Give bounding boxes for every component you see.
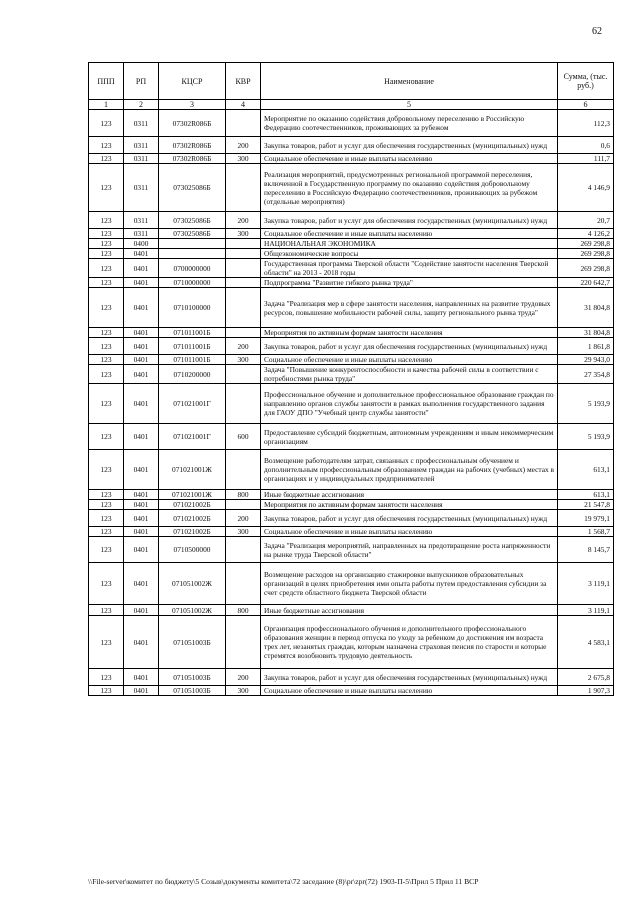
- column-number: 5: [261, 100, 558, 110]
- table-row: [89, 686, 614, 696]
- cell-sum: 31 804,8: [558, 328, 614, 338]
- table-row: [89, 500, 614, 510]
- cell-ppp: 123: [89, 110, 124, 137]
- cell-kvr: 300: [226, 355, 261, 365]
- cell-kcsr: [159, 249, 226, 259]
- cell-name: Предоставление субсидий бюджетным, автономным учреждениям и иным некоммерческим организациям: [261, 424, 558, 450]
- cell-rp: 0311: [124, 110, 159, 137]
- cell-kvr: [226, 278, 261, 288]
- cell-kvr: 300: [226, 229, 261, 239]
- cell-kvr: 200: [226, 137, 261, 154]
- cell-kcsr: 0710500000: [159, 537, 226, 563]
- cell-kcsr: 071021002Б: [159, 500, 226, 510]
- cell-kvr: 600: [226, 424, 261, 450]
- cell-ppp: 123: [89, 259, 124, 278]
- header-kvr: КВР: [226, 63, 261, 100]
- cell-ppp: 123: [89, 328, 124, 338]
- cell-rp: 0401: [124, 424, 159, 450]
- cell-sum: 220 642,7: [558, 278, 614, 288]
- cell-ppp: 123: [89, 137, 124, 154]
- cell-name: Социальное обеспечение и иные выплаты населению: [261, 686, 558, 696]
- cell-kvr: [226, 288, 261, 328]
- cell-sum: 2 675,8: [558, 669, 614, 686]
- header-rp: РП: [124, 63, 159, 100]
- cell-kvr: [226, 450, 261, 490]
- cell-kcsr: 0710000000: [159, 278, 226, 288]
- cell-sum: 31 804,8: [558, 288, 614, 328]
- cell-ppp: 123: [89, 365, 124, 384]
- cell-name: Задача "Реализация мер в сфере занятости населения, направленных на развитие трудовых ресурсов, повышение мобильности рабочей силы, защиту регионального рынка труда": [261, 288, 558, 328]
- cell-kcsr: 07302R086Б: [159, 137, 226, 154]
- table-row: [89, 527, 614, 537]
- cell-sum: 0,6: [558, 137, 614, 154]
- table-row: [89, 424, 614, 450]
- cell-ppp: 123: [89, 686, 124, 696]
- cell-rp: 0401: [124, 510, 159, 527]
- table-row: [89, 365, 614, 384]
- cell-name: Социальное обеспечение и иные выплаты населению: [261, 229, 558, 239]
- cell-name: Государственная программа Тверской области "Содействие занятости населения Тверской области" на 2013 - 2018 годы: [261, 259, 558, 278]
- cell-sum: 4 146,9: [558, 164, 614, 212]
- cell-name: Возмещение работодателям затрат, связанных с профессиональным обучением и дополнительным профессиональным образованием граждан на рабочих (учебных) местах в организациях и у индивидуальных предпринимателей: [261, 450, 558, 490]
- table-row: [89, 338, 614, 355]
- cell-kcsr: 073025086Б: [159, 229, 226, 239]
- cell-sum: 4 126,2: [558, 229, 614, 239]
- cell-kvr: 200: [226, 510, 261, 527]
- cell-sum: 3 119,1: [558, 605, 614, 616]
- header-name: Наименование: [261, 63, 558, 100]
- table-row: [89, 328, 614, 338]
- cell-kvr: [226, 563, 261, 605]
- cell-ppp: 123: [89, 669, 124, 686]
- cell-ppp: 123: [89, 229, 124, 239]
- cell-kcsr: 071051002Ж: [159, 605, 226, 616]
- cell-rp: 0401: [124, 259, 159, 278]
- table-row: [89, 510, 614, 527]
- cell-ppp: 123: [89, 490, 124, 500]
- table-row: [89, 537, 614, 563]
- cell-kcsr: 07302R086Б: [159, 154, 226, 164]
- cell-sum: 1 861,8: [558, 338, 614, 355]
- cell-sum: 269 298,8: [558, 249, 614, 259]
- cell-rp: 0401: [124, 450, 159, 490]
- cell-kcsr: 071021001Ж: [159, 450, 226, 490]
- cell-rp: 0401: [124, 355, 159, 365]
- cell-ppp: 123: [89, 338, 124, 355]
- cell-rp: 0401: [124, 669, 159, 686]
- cell-sum: 21 547,8: [558, 500, 614, 510]
- cell-name: Возмещение расходов на организацию стажировки выпускников образовательных организаций в целях приобретения ими опыта работы путем предоставления субсидии за счет средств областного бюджета Тверской области: [261, 563, 558, 605]
- table-row: [89, 288, 614, 328]
- cell-name: Мероприятие по оказанию содействия добровольному переселению в Российскую Федерацию соотечественников, проживающих за рубежом: [261, 110, 558, 137]
- cell-rp: 0401: [124, 605, 159, 616]
- cell-rp: 0401: [124, 563, 159, 605]
- cell-ppp: 123: [89, 239, 124, 249]
- cell-name: Социальное обеспечение и иные выплаты населению: [261, 154, 558, 164]
- page-number: 62: [592, 26, 602, 37]
- cell-name: Профессиональное обучение и дополнительное профессиональное образование граждан по направлению органов службы занятости в рамках выполнения государственного задания для ГАОУ ДПО "Учебный центр службы занятости": [261, 384, 558, 424]
- cell-rp: 0401: [124, 686, 159, 696]
- cell-sum: 613,1: [558, 490, 614, 500]
- cell-sum: 19 979,1: [558, 510, 614, 527]
- cell-rp: 0311: [124, 229, 159, 239]
- cell-rp: 0311: [124, 154, 159, 164]
- header-kcsr: КЦСР: [159, 63, 226, 100]
- cell-rp: 0401: [124, 249, 159, 259]
- cell-sum: 20,7: [558, 212, 614, 229]
- cell-kvr: [226, 537, 261, 563]
- cell-rp: 0311: [124, 164, 159, 212]
- cell-ppp: 123: [89, 154, 124, 164]
- column-number: 3: [159, 100, 226, 110]
- cell-kvr: [226, 239, 261, 249]
- table-row: [89, 259, 614, 278]
- cell-sum: 4 583,1: [558, 616, 614, 669]
- cell-kvr: 800: [226, 605, 261, 616]
- table-row: [89, 616, 614, 669]
- cell-rp: 0401: [124, 338, 159, 355]
- cell-ppp: 123: [89, 355, 124, 365]
- cell-kcsr: 071021002Б: [159, 527, 226, 537]
- table-row: [89, 229, 614, 239]
- table-row: [89, 355, 614, 365]
- cell-name: Мероприятия по активным формам занятости населения: [261, 328, 558, 338]
- cell-rp: 0401: [124, 365, 159, 384]
- cell-rp: 0401: [124, 278, 159, 288]
- table-row: [89, 212, 614, 229]
- cell-ppp: 123: [89, 616, 124, 669]
- cell-name: Реализация мероприятий, предусмотренных региональной программой переселения, включенной в Государственную программу по оказанию содействия добровольному переселению в Российскую Федерацию соотечественников, проживающих за рубежом (отдельные мероприятия): [261, 164, 558, 212]
- cell-kvr: [226, 259, 261, 278]
- cell-name: Мероприятия по активным формам занятости населения: [261, 500, 558, 510]
- cell-rp: 0401: [124, 527, 159, 537]
- cell-kcsr: 071051003Б: [159, 616, 226, 669]
- table-row: [89, 110, 614, 137]
- cell-ppp: 123: [89, 537, 124, 563]
- cell-kcsr: 07302R086Б: [159, 110, 226, 137]
- table-row: [89, 137, 614, 154]
- table-row: [89, 154, 614, 164]
- cell-kvr: 300: [226, 527, 261, 537]
- cell-sum: 1 568,7: [558, 527, 614, 537]
- cell-ppp: 123: [89, 288, 124, 328]
- column-number: 2: [124, 100, 159, 110]
- cell-sum: 29 943,0: [558, 355, 614, 365]
- cell-rp: 0311: [124, 212, 159, 229]
- cell-sum: 5 193,9: [558, 424, 614, 450]
- cell-kvr: [226, 365, 261, 384]
- cell-name: Иные бюджетные ассигнования: [261, 605, 558, 616]
- cell-name: НАЦИОНАЛЬНАЯ ЭКОНОМИКА: [261, 239, 558, 249]
- cell-ppp: 123: [89, 605, 124, 616]
- header-ppp: ППП: [89, 63, 124, 100]
- cell-ppp: 123: [89, 278, 124, 288]
- cell-name: Задача "Реализация мероприятий, направленных на предотвращение роста напряженности на рынке труда Тверской области": [261, 537, 558, 563]
- cell-ppp: 123: [89, 500, 124, 510]
- cell-kvr: [226, 500, 261, 510]
- footer-file-path: \\File-server\комитет по бюджету\5 Созыв\документы комитета\72 заседание (8)\pr\zpr(72) 1903-П-5\Прил 5 Прил 11 ВСР: [88, 877, 479, 886]
- cell-name: Задача "Повышение конкурентоспособности и качества рабочей силы в соответствии с потребностями рынка труда": [261, 365, 558, 384]
- cell-kcsr: 0710200000: [159, 365, 226, 384]
- table-row: [89, 450, 614, 490]
- cell-kvr: 200: [226, 669, 261, 686]
- cell-name: Подпрограмма "Развитие гибкого рынка труда": [261, 278, 558, 288]
- cell-sum: 27 354,8: [558, 365, 614, 384]
- cell-name: Закупка товаров, работ и услуг для обеспечения государственных (муниципальных) нужд: [261, 338, 558, 355]
- table-row: [89, 384, 614, 424]
- column-number: 6: [558, 100, 614, 110]
- cell-name: Иные бюджетные ассигнования: [261, 490, 558, 500]
- cell-name: Общеэкономические вопросы: [261, 249, 558, 259]
- cell-rp: 0400: [124, 239, 159, 249]
- cell-ppp: 123: [89, 510, 124, 527]
- cell-name: Закупка товаров, работ и услуг для обеспечения государственных (муниципальных) нужд: [261, 137, 558, 154]
- cell-kvr: 300: [226, 686, 261, 696]
- cell-rp: 0401: [124, 490, 159, 500]
- table-row: [89, 278, 614, 288]
- cell-kcsr: 071021001Г: [159, 424, 226, 450]
- cell-kvr: [226, 164, 261, 212]
- cell-rp: 0401: [124, 537, 159, 563]
- cell-rp: 0401: [124, 288, 159, 328]
- cell-name: Закупка товаров, работ и услуг для обеспечения государственных (муниципальных) нужд: [261, 212, 558, 229]
- cell-ppp: 123: [89, 450, 124, 490]
- cell-kcsr: 0710100000: [159, 288, 226, 328]
- cell-ppp: 123: [89, 527, 124, 537]
- cell-rp: 0401: [124, 384, 159, 424]
- cell-ppp: 123: [89, 384, 124, 424]
- cell-name: Закупка товаров, работ и услуг для обеспечения государственных (муниципальных) нужд: [261, 669, 558, 686]
- table-row: [89, 490, 614, 500]
- table-row: [89, 605, 614, 616]
- cell-sum: 112,3: [558, 110, 614, 137]
- table-row: [89, 669, 614, 686]
- table-row: [89, 249, 614, 259]
- cell-kcsr: 073025086Б: [159, 212, 226, 229]
- table-row: [89, 239, 614, 249]
- cell-sum: 8 145,7: [558, 537, 614, 563]
- cell-rp: 0401: [124, 328, 159, 338]
- cell-kcsr: 071051002Ж: [159, 563, 226, 605]
- cell-kvr: [226, 384, 261, 424]
- cell-sum: 111,7: [558, 154, 614, 164]
- cell-kvr: [226, 616, 261, 669]
- cell-ppp: 123: [89, 249, 124, 259]
- cell-rp: 0401: [124, 616, 159, 669]
- cell-kcsr: 0700000000: [159, 259, 226, 278]
- cell-kcsr: 071011001Б: [159, 328, 226, 338]
- cell-name: Закупка товаров, работ и услуг для обеспечения государственных (муниципальных) нужд: [261, 510, 558, 527]
- cell-kvr: 200: [226, 212, 261, 229]
- cell-kcsr: 071051003Б: [159, 669, 226, 686]
- cell-kvr: [226, 328, 261, 338]
- cell-ppp: 123: [89, 212, 124, 229]
- cell-sum: 269 298,8: [558, 259, 614, 278]
- cell-kvr: 300: [226, 154, 261, 164]
- cell-name: Социальное обеспечение и иные выплаты населению: [261, 355, 558, 365]
- table-body: [89, 110, 614, 696]
- cell-rp: 0311: [124, 137, 159, 154]
- header-sum: Сумма, (тыс. руб.): [558, 63, 614, 100]
- cell-sum: 269 298,8: [558, 239, 614, 249]
- cell-sum: 5 193,9: [558, 384, 614, 424]
- cell-kcsr: 071011001Б: [159, 355, 226, 365]
- cell-kcsr: 071021001Ж: [159, 490, 226, 500]
- column-number-row: [89, 100, 614, 110]
- budget-table: [88, 62, 614, 696]
- cell-kcsr: 071021002Б: [159, 510, 226, 527]
- cell-name: Социальное обеспечение и иные выплаты населению: [261, 527, 558, 537]
- cell-sum: 613,1: [558, 450, 614, 490]
- table-row: [89, 563, 614, 605]
- cell-ppp: 123: [89, 164, 124, 212]
- cell-rp: 0401: [124, 500, 159, 510]
- cell-ppp: 123: [89, 424, 124, 450]
- cell-sum: 3 119,1: [558, 563, 614, 605]
- cell-name: Организация профессионального обучения и дополнительного профессионального образования женщин в период отпуска по уходу за ребенком до достижения им возраста трех лет, незанятых граждан, которым назначена страховая пенсия по старости и которые стремятся возобновить трудовую деятельность: [261, 616, 558, 669]
- column-number: 4: [226, 100, 261, 110]
- cell-ppp: 123: [89, 563, 124, 605]
- cell-sum: 1 907,3: [558, 686, 614, 696]
- cell-kvr: 800: [226, 490, 261, 500]
- cell-kcsr: 071011001Б: [159, 338, 226, 355]
- cell-kcsr: 071021001Г: [159, 384, 226, 424]
- cell-kvr: [226, 249, 261, 259]
- cell-kvr: [226, 110, 261, 137]
- cell-kvr: 200: [226, 338, 261, 355]
- cell-kcsr: 071051003Б: [159, 686, 226, 696]
- cell-kcsr: [159, 239, 226, 249]
- table-row: [89, 164, 614, 212]
- column-number: 1: [89, 100, 124, 110]
- cell-kcsr: 073025086Б: [159, 164, 226, 212]
- table-header-row: [89, 63, 614, 100]
